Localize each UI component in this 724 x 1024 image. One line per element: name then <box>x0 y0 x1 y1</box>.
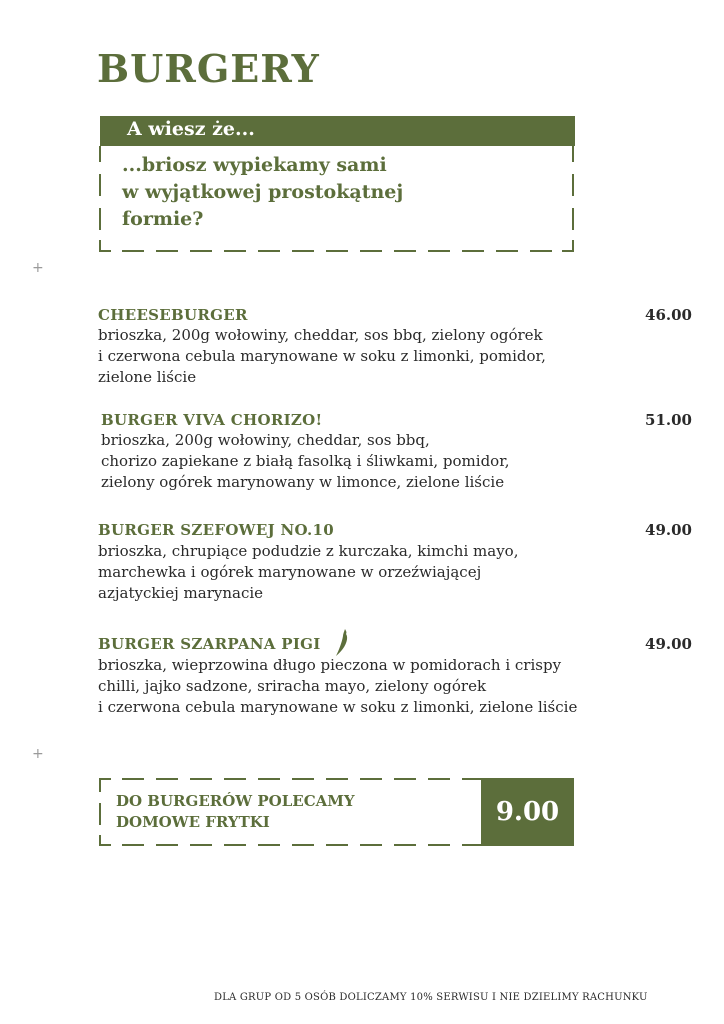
item-name: BURGER VIVA CHORIZO! <box>101 411 323 429</box>
fries-price: 9.00 <box>495 797 560 827</box>
fries-recommendation <box>116 791 355 833</box>
item-name: CHEESEBURGER <box>98 306 248 324</box>
page-title: BURGERY <box>97 46 320 91</box>
fact-line: w wyjątkowej prostokątnej <box>122 181 404 203</box>
item-price: 49.00 <box>645 635 692 653</box>
desc-line: zielone liście <box>98 368 197 386</box>
item-name: BURGER SZARPANA PIGI <box>98 635 321 653</box>
desc-line: azjatyckiej marynacie <box>98 584 264 602</box>
item-description <box>101 430 510 493</box>
desc-line: chilli, jajko sadzone, sriracha mayo, zielony ogórek <box>98 677 487 695</box>
fact-line: formie? <box>122 208 204 230</box>
fries-line: DO BURGERÓW POLECAMY <box>116 792 355 810</box>
fact-line: ...briosz wypiekamy sami <box>122 154 387 176</box>
item-name: BURGER SZEFOWEJ NO.10 <box>98 521 334 539</box>
desc-line: chorizo zapiekane z białą fasolką i śliwkami, pomidor, <box>101 452 510 470</box>
desc-line: brioszka, wieprzowina długo pieczona w pomidorach i crispy <box>98 656 562 674</box>
item-description <box>98 325 546 388</box>
desc-line: brioszka, 200g wołowiny, cheddar, sos bbq, zielony ogórek <box>98 326 543 344</box>
desc-line: i czerwona cebula marynowane w soku z limonki, pomidor, <box>98 347 546 365</box>
desc-line: brioszka, 200g wołowiny, cheddar, sos bbq, <box>101 431 430 449</box>
desc-line: brioszka, chrupiące podudzie z kurczaka, kimchi mayo, <box>98 542 519 560</box>
item-description <box>98 541 518 604</box>
desc-line: marchewka i ogórek marynowane w orzeźwiającej <box>98 563 482 581</box>
footer-note: DLA GRUP OD 5 OSÓB DOLICZAMY 10% SERWISU I NIE DZIELIMY RACHUNKU <box>214 992 648 1003</box>
fact-box-header-text: A wiesz że... <box>127 118 255 140</box>
desc-line: i czerwona cebula marynowane w soku z limonki, zielone liście <box>98 698 578 716</box>
crop-mark-icon: + <box>32 746 44 762</box>
fries-line: DOMOWE FRYTKI <box>116 813 270 831</box>
item-price: 46.00 <box>645 306 692 324</box>
desc-line: zielony ogórek marynowany w limonce, zielone liście <box>101 473 505 491</box>
item-price: 51.00 <box>645 411 692 429</box>
item-description <box>98 655 577 718</box>
crop-mark-icon: + <box>32 260 44 276</box>
item-price: 49.00 <box>645 521 692 539</box>
fact-box-body <box>122 152 542 233</box>
